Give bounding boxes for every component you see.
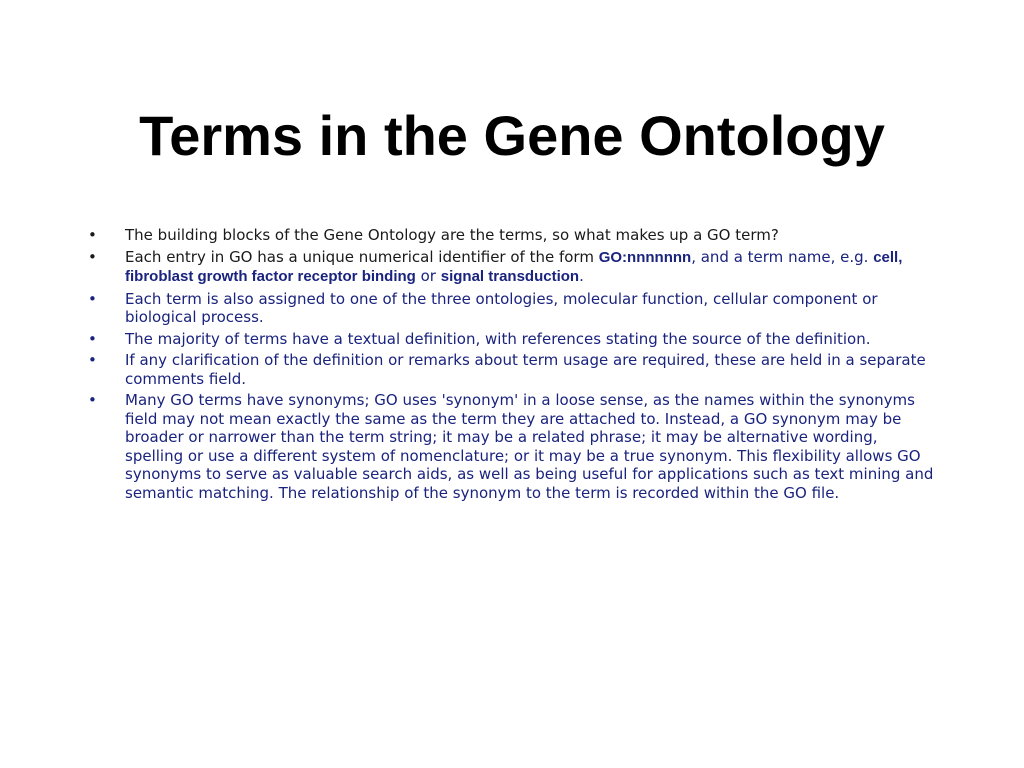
example-term-fgf-receptor-binding: fibroblast growth factor receptor binding <box>125 268 416 285</box>
bullet-marker: • <box>88 329 97 348</box>
bullet-marker: • <box>88 289 97 308</box>
bullet-marker: • <box>88 391 97 409</box>
bullet-text: If any clarification of the definition or remarks about term usage are required, these are held in a separate comments field. <box>125 351 926 388</box>
example-term-signal-transduction: signal transduction <box>440 268 580 285</box>
bullet-text: Each entry in GO has a unique numerical identifier of the form <box>125 247 599 266</box>
bullet-text: Many GO terms have synonyms; GO uses 'synonym' in a loose sense, as the names within the synonyms field may not mean exactly the same as the term they are attached to. Instead, a GO synonym may be broader or narrower than the term string; it may be a related phrase; it may be alternative wording, spelling or use a different system of nomenclature; or it may be a true synonym. This flexibility allows GO synonyms to serve as valuable search aids, as well as being useful for applications such as text mining and semantic matching. The relationship of the synonym to the term is recorded within the GO file. <box>125 391 934 502</box>
bullet-text: The majority of terms have a textual definition, with references stating the source of the definition. <box>125 329 871 348</box>
slide-title: Terms in the Gene Ontology <box>139 104 885 167</box>
bullet-item <box>88 226 938 245</box>
bullet-list <box>88 226 938 505</box>
example-term-cell: cell <box>873 248 899 266</box>
bullet-end: . <box>579 267 584 285</box>
bullet-text: Each term is also assigned to one of the three ontologies, molecular function, cellular component or biological process. <box>125 289 878 326</box>
bullet-item <box>88 290 938 327</box>
bullet-item <box>88 248 938 287</box>
bullet-item <box>88 351 938 388</box>
bullet-marker: • <box>88 226 97 244</box>
bullet-item <box>88 391 938 502</box>
go-id-format: GO:nnnnnnn <box>598 248 692 266</box>
bullet-text: , and a term name, e.g. <box>691 247 874 266</box>
bullet-item <box>88 330 938 349</box>
bullet-text: The building blocks of the Gene Ontology are the terms, so what makes up a GO term? <box>125 226 779 244</box>
example-separator: or <box>415 267 441 285</box>
bullet-marker: • <box>88 247 97 266</box>
example-separator: , <box>898 248 903 266</box>
bullet-marker: • <box>88 351 97 369</box>
